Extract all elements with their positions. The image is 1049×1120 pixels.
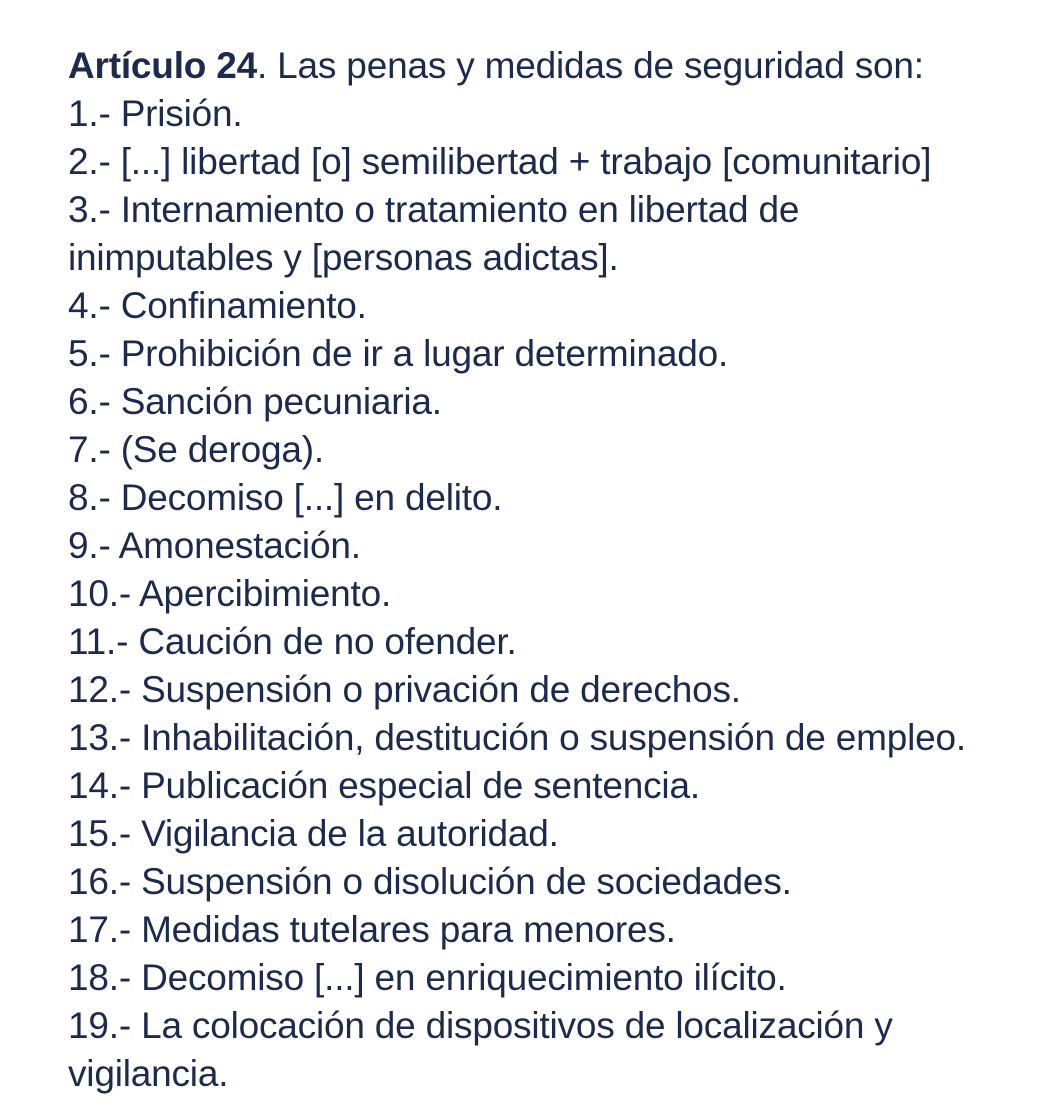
item-number: 12.- [68, 669, 131, 710]
article-intro: . Las penas y medidas de seguridad son: [257, 45, 924, 86]
item-text: Apercibimiento. [139, 573, 392, 614]
item-text-continuation: inimputables y [personas adictas]. [68, 237, 619, 278]
list-item [68, 810, 1029, 858]
penalties-list [68, 90, 1029, 1098]
item-text: Caución de no ofender. [138, 621, 517, 662]
article-label: Artículo 24 [68, 45, 258, 86]
item-text: Decomiso [...] en enriquecimiento ilícito. [141, 957, 787, 998]
item-text: Publicación especial de sentencia. [141, 765, 700, 806]
item-number: 7.- [68, 429, 111, 470]
item-text: Vigilancia de la autoridad. [141, 813, 559, 854]
list-item [68, 858, 1029, 906]
list-item [68, 570, 1029, 618]
item-number: 15.- [68, 813, 131, 854]
item-text: [...] libertad [o] semilibertad + trabajo [comunitario] [120, 141, 932, 182]
item-number: 17.- [68, 909, 131, 950]
item-text-continuation: vigilancia. [68, 1053, 229, 1094]
item-text: Amonestación. [118, 525, 361, 566]
item-text: Decomiso [...] en delito. [120, 477, 503, 518]
item-text: Suspensión o disolución de sociedades. [141, 861, 792, 902]
list-item [68, 378, 1029, 426]
item-number: 11.- [68, 621, 129, 662]
item-number: 4.- [68, 285, 111, 326]
item-number: 1.- [68, 93, 111, 134]
item-text: (Se deroga). [120, 429, 324, 470]
item-number: 5.- [68, 333, 111, 374]
item-number: 14.- [68, 765, 131, 806]
list-item [68, 618, 1029, 666]
item-number: 8.- [68, 477, 111, 518]
item-text: Prisión. [120, 93, 243, 134]
item-text: Sanción pecuniaria. [120, 381, 442, 422]
item-number: 3.- [68, 189, 111, 230]
item-number: 18.- [68, 957, 131, 998]
list-item [68, 90, 1029, 138]
item-text: Suspensión o privación de derechos. [141, 669, 741, 710]
list-item [68, 522, 1029, 570]
list-item [68, 474, 1029, 522]
item-text: Internamiento o tratamiento en libertad de [120, 189, 800, 230]
list-item [68, 186, 1029, 282]
list-item [68, 762, 1029, 810]
item-text: Confinamiento. [120, 285, 367, 326]
list-item [68, 330, 1029, 378]
item-number: 13.- [68, 717, 131, 758]
item-number: 19.- [68, 1005, 131, 1046]
list-item [68, 1002, 1029, 1098]
list-item [68, 954, 1029, 1002]
article-heading [68, 42, 1029, 90]
item-text: Prohibición de ir a lugar determinado. [120, 333, 729, 374]
item-text: Inhabilitación, destitución o suspensión de empleo. [141, 717, 966, 758]
list-item [68, 282, 1029, 330]
item-text: Medidas tutelares para menores. [141, 909, 676, 950]
item-number: 9.- [68, 525, 111, 566]
list-item [68, 906, 1029, 954]
item-text: La colocación de dispositivos de localización y [141, 1005, 893, 1046]
item-number: 6.- [68, 381, 111, 422]
list-item [68, 666, 1029, 714]
item-number: 2.- [68, 141, 111, 182]
item-number: 16.- [68, 861, 131, 902]
list-item [68, 138, 1029, 186]
list-item [68, 426, 1029, 474]
item-number: 10.- [68, 573, 131, 614]
list-item [68, 714, 1029, 762]
